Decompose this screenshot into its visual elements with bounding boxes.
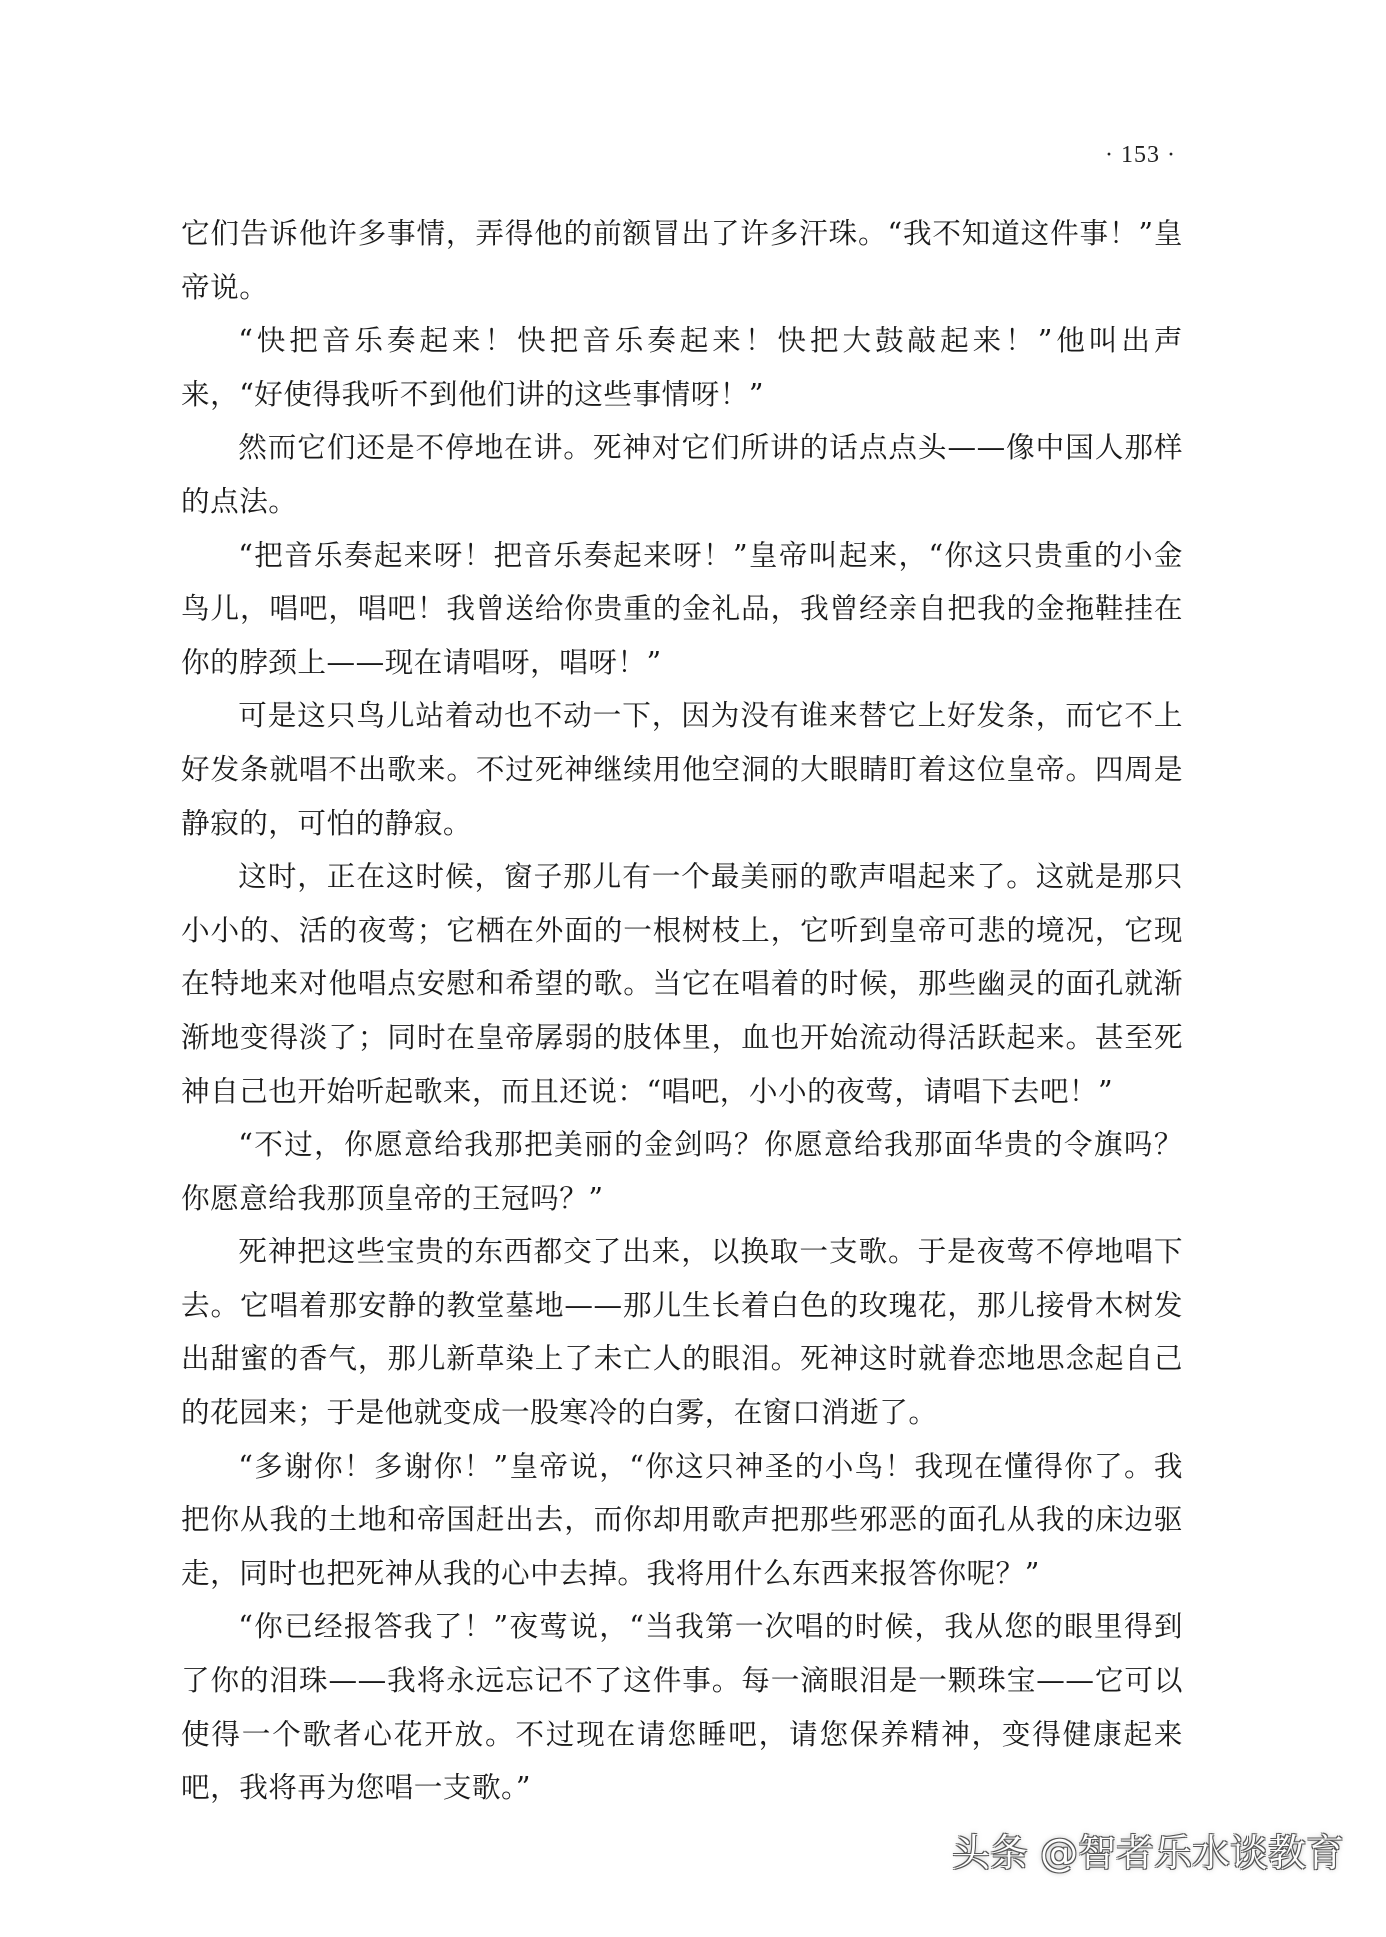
paragraph: “把音乐奏起来呀！把音乐奏起来呀！”皇帝叫起来，“你这只贵重的小金鸟儿，唱吧，唱吧！我曾送给你贵重的金礼品，我曾经亲自把我的金拖鞋挂在你的脖颈上——现在请唱呀，唱呀！” <box>181 537 1183 679</box>
body-text <box>181 207 1183 1815</box>
paragraph: 它们告诉他许多事情，弄得他的前额冒出了许多汗珠。“我不知道这件事！”皇帝说。 <box>181 216 1183 304</box>
paragraph: “多谢你！多谢你！”皇帝说，“你这只神圣的小鸟！我现在懂得你了。我把你从我的土地和帝国赶出去，而你却用歌声把那些邪恶的面孔从我的床边驱走，同时也把死神从我的心中去掉。我将用什么东西来报答你呢？” <box>181 1448 1183 1590</box>
paragraph: 这时，正在这时候，窗子那儿有一个最美丽的歌声唱起来了。这就是那只小小的、活的夜莺；它栖在外面的一根树枝上，它听到皇帝可悲的境况，它现在特地来对他唱点安慰和希望的歌。当它在唱着的时候，那些幽灵的面孔就渐渐地变得淡了；同时在皇帝孱弱的肢体里，血也开始流动得活跃起来。甚至死神自己也开始听起歌来，而且还说：“唱吧，小小的夜莺，请唱下去吧！” <box>181 859 1183 1108</box>
paragraph: 可是这只鸟儿站着动也不动一下，因为没有谁来替它上好发条，而它不上好发条就唱不出歌来。不过死神继续用他空洞的大眼睛盯着这位皇帝。四周是静寂的，可怕的静寂。 <box>181 698 1183 840</box>
paragraph: 然而它们还是不停地在讲。死神对它们所讲的话点点头——像中国人那样的点法。 <box>181 430 1183 518</box>
paragraph: “快把音乐奏起来！快把音乐奏起来！快把大鼓敲起来！”他叫出声来，“好使得我听不到他们讲的这些事情呀！” <box>181 323 1183 411</box>
page-number: · 153 · <box>1105 142 1176 168</box>
paragraph: “你已经报答我了！”夜莺说，“当我第一次唱的时候，我从您的眼里得到了你的泪珠——我将永远忘记不了这件事。每一滴眼泪是一颗珠宝——它可以使得一个歌者心花开放。不过现在请您睡吧，请您保养精神，变得健康起来吧，我将再为您唱一支歌。” <box>181 1609 1183 1805</box>
watermark-text: 头条 @智者乐水谈教育 <box>951 1831 1344 1875</box>
paragraph: 死神把这些宝贵的东西都交了出来，以换取一支歌。于是夜莺不停地唱下去。它唱着那安静的教堂墓地——那儿生长着白色的玫瑰花，那儿接骨木树发出甜蜜的香气，那儿新草染上了未亡人的眼泪。死神这时就眷恋地思念起自己的花园来；于是他就变成一股寒冷的白雾，在窗口消逝了。 <box>181 1234 1183 1430</box>
paragraph: “不过，你愿意给我那把美丽的金剑吗？你愿意给我那面华贵的令旗吗？你愿意给我那顶皇帝的王冠吗？” <box>181 1127 1183 1215</box>
watermark <box>952 1822 1344 1877</box>
